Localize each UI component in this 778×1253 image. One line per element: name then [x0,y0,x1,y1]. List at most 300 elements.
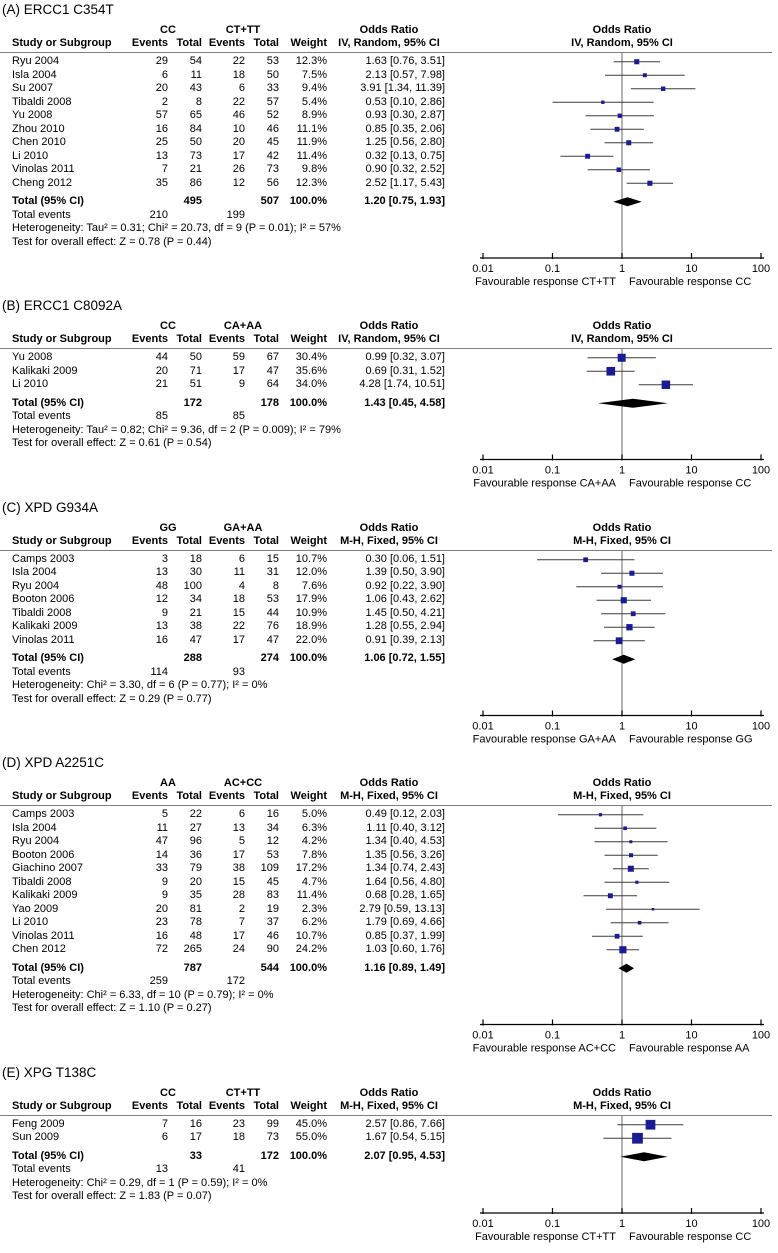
footnote-row [0,989,778,1003]
total2-value: 67 [266,351,279,363]
total1-value: 47 [189,633,202,646]
events1-value: 9 [161,889,168,901]
events2-column-header: Events [208,333,245,345]
events1-value: 3 [161,552,168,565]
or-ci-text: 0.30 [0.06, 1.51] [365,552,445,565]
study-column-header: Study or Subgroup [12,1099,112,1112]
study-column-header: Study or Subgroup [12,333,112,345]
total1-value: 79 [189,862,202,874]
total2-value: 12 [266,835,279,847]
weight-value: 55.0% [295,1131,327,1143]
total2-sum: 178 [260,396,279,409]
or-ci-text: 1.67 [0.54, 5.15] [365,1131,445,1143]
events2-value: 18 [232,68,245,81]
study-name: Yao 2009 [12,902,59,915]
effect-header-table: Odds Ratio [359,320,419,332]
weight-value: 24.2% [295,943,327,955]
total-events2: 199 [226,208,245,221]
panel-title: (E) XPG T138C [2,1064,97,1080]
total1-value: 265 [183,943,202,955]
study-row [0,136,778,150]
group1-header: CC [160,320,176,332]
events1-value: 72 [155,943,168,955]
total2-value: 33 [266,82,279,94]
total2-value: 50 [266,68,279,81]
group2-header: CT+TT [225,1086,261,1099]
total1-column-header: Total [176,790,202,802]
method-header-plot: M-H, Fixed, 95% CI [573,534,671,547]
total2-value: 53 [266,55,279,67]
total1-value: 65 [189,109,202,121]
study-name: Li 2010 [12,149,49,162]
weight-value: 4.7% [301,875,327,888]
events2-value: 17 [232,848,245,861]
overall-effect-text: Test for overall effect: Z = 1.83 (P = 0.07) [12,1190,212,1202]
events1-value: 44 [155,351,168,363]
axis-tick-label: 100 [751,1217,771,1230]
footnote-row [0,679,778,693]
header-rule [0,52,772,53]
or-ci-text: 1.11 [0.40, 3.12] [366,821,445,834]
axis-tick-label: 10 [685,1029,698,1042]
method-header-table: M-H, Fixed, 95% CI [340,790,438,802]
events2-value: 6 [238,82,245,94]
total1-value: 30 [189,566,202,578]
or-ci-text: 4.28 [1.74, 10.51] [359,378,445,390]
study-name: Camps 2003 [12,808,75,820]
study-row [0,109,778,123]
study-row [0,620,778,634]
favours-left-label: Favourable response CT+TT [475,1230,616,1243]
footnote-row [0,693,778,707]
axis-tick-label: 100 [751,464,771,477]
total2-value: 37 [266,916,279,928]
weight-value: 30.4% [295,351,327,363]
or-ci-text: 1.79 [0.69, 4.66] [365,916,445,928]
heterogeneity-text: Heterogeneity: Chi² = 6.33, df = 10 (P = 0.79); I² = 0% [12,988,274,1001]
or-ci-text: 0.93 [0.30, 2.87] [365,109,445,121]
total2-value: 57 [266,95,279,108]
events1-value: 29 [155,55,168,67]
events2-value: 4 [238,579,245,592]
study-row [0,96,778,110]
events1-value: 20 [155,902,168,915]
method-header-table: IV, Random, 95% CI [338,333,440,345]
effect-header-table: Odds Ratio [359,777,419,789]
total-row [0,397,778,411]
effect-header-plot: Odds Ratio [592,1086,652,1099]
total1-value: 38 [189,620,202,632]
or-ci-text: 1.25 [0.56, 2.80] [365,136,445,148]
weight-column-header: Weight [290,37,327,49]
total1-column-header: Total [176,333,202,345]
study-column-header: Study or Subgroup [12,790,112,802]
weight-value: 11.1% [296,122,327,135]
total-row [0,1150,778,1164]
total-events-label: Total events [12,975,71,987]
study-row [0,55,778,69]
heterogeneity-text: Heterogeneity: Tau² = 0.31; Chi² = 20.73, df = 9 (P = 0.01); I² = 57% [12,222,341,234]
total1-column-header: Total [176,37,202,49]
study-name: Su 2007 [12,82,53,94]
events1-value: 48 [155,579,168,592]
study-row [0,889,778,903]
footnote-row [0,1190,778,1204]
total-events-label: Total events [12,208,71,221]
events2-column-header: Events [208,534,245,547]
total1-value: 78 [189,916,202,928]
study-row [0,607,778,621]
total1-value: 50 [189,351,202,363]
footnote-row [0,424,778,438]
study-row [0,378,778,392]
total-events-row [0,410,778,424]
effect-header-table: Odds Ratio [359,521,419,534]
or-ci-text: 0.99 [0.32, 3.07] [365,351,445,363]
axis-tick-label: 0.01 [472,263,494,275]
weight-value: 18.9% [295,620,327,632]
favours-left-label: Favourable response AC+CC [472,1042,616,1055]
events2-value: 17 [232,929,245,942]
events1-value: 57 [155,109,168,121]
total-events2: 93 [232,665,245,678]
total2-value: 34 [266,821,279,834]
events1-value: 21 [155,378,168,390]
study-name: Li 2010 [12,378,49,390]
weight-value: 17.2% [295,862,327,874]
total2-value: 47 [266,633,279,646]
method-header-plot: M-H, Fixed, 95% CI [573,790,671,802]
events2-column-header: Events [208,790,245,802]
forest-panel [0,500,778,748]
or-ci-text: 1.06 [0.43, 2.62] [365,593,445,605]
method-header-plot: M-H, Fixed, 95% CI [573,1099,671,1112]
study-name: Vinolas 2011 [12,633,75,646]
events2-value: 26 [232,163,245,175]
total1-value: 81 [189,902,202,915]
weight-value: 6.3% [301,821,327,834]
total1-column-header: Total [176,1099,202,1112]
weight-value: 12.3% [295,55,327,67]
study-row [0,82,778,96]
axis-tick-label: 100 [751,1029,771,1042]
study-row [0,822,778,836]
or-ci-text: 1.64 [0.56, 4.80] [365,875,445,888]
footnote-row [0,1177,778,1191]
total1-sum: 172 [183,396,202,409]
favours-right-label: Favourable response CC [629,1230,752,1243]
study-row [0,916,778,930]
weight-value: 7.8% [301,848,327,861]
total-events1: 85 [155,410,168,422]
method-header-plot: IV, Random, 95% CI [571,333,673,345]
events1-value: 5 [161,808,168,820]
total2-column-header: Total [253,790,279,802]
events2-value: 59 [232,351,245,363]
weight-value: 10.7% [295,552,327,565]
axis-tick-label: 0.01 [472,1217,494,1230]
axis-tick-label: 0.1 [544,263,561,275]
or-ci-text: 2.57 [0.86, 7.66] [365,1117,445,1130]
total2-value: 83 [266,889,279,901]
axis-tick-label: 1 [618,720,626,732]
or-ci-text: 1.34 [0.74, 2.43] [365,862,445,874]
study-name: Vinolas 2011 [12,163,75,175]
axis-tick-label: 0.1 [544,464,561,477]
total1-value: 73 [189,149,202,162]
total2-value: 73 [266,1131,279,1143]
total1-sum: 33 [189,1149,202,1162]
events1-value: 20 [155,364,168,377]
total-or-ci-text: 1.20 [0.75, 1.93] [364,195,445,207]
weight-value: 10.7% [295,929,327,942]
total1-value: 100 [183,579,202,592]
effect-header-table: Odds Ratio [359,1086,419,1099]
total2-value: 47 [266,364,279,377]
study-row [0,862,778,876]
weight-value: 11.4% [296,149,327,162]
axis-tick-label: 10 [685,263,698,275]
or-ci-text: 1.28 [0.55, 2.94] [365,620,445,632]
total1-value: 84 [189,122,202,135]
study-name: Ryu 2004 [12,55,60,67]
study-row [0,365,778,379]
study-name: Li 2010 [12,916,49,928]
total-events1: 13 [155,1163,168,1175]
study-name: Chen 2012 [12,943,66,955]
events1-value: 9 [161,875,168,888]
total2-value: 44 [266,606,279,619]
study-name: Chen 2010 [12,136,66,148]
header-rule [0,805,772,806]
axis-tick-label: 1 [618,464,626,477]
study-row [0,163,778,177]
study-name: Ryu 2004 [12,835,60,847]
events1-value: 35 [155,176,168,189]
study-name: Booton 2006 [12,593,75,605]
total2-value: 64 [266,378,279,390]
events2-value: 20 [232,136,245,148]
events2-value: 7 [238,916,245,928]
group1-header: CC [160,1086,176,1099]
events2-value: 6 [238,808,245,820]
study-row [0,634,778,648]
events1-value: 16 [155,122,168,135]
total1-value: 34 [189,593,202,605]
favours-right-label: Favourable response AA [629,1042,750,1055]
total2-value: 90 [266,943,279,955]
favours-left-label: Favourable response GA+AA [472,733,616,745]
header-rule [0,348,772,349]
total1-value: 43 [189,82,202,94]
weight-value: 12.3% [295,176,327,189]
effect-header-plot: Odds Ratio [592,521,652,534]
events2-value: 17 [232,149,245,162]
study-name: Camps 2003 [12,552,75,565]
weight-value: 11.9% [296,136,327,148]
total2-sum: 544 [260,961,279,974]
method-header-table: IV, Random, 95% CI [338,37,440,49]
total2-value: 31 [266,566,279,578]
total2-value: 53 [266,593,279,605]
group2-header: CA+AA [223,320,263,332]
total2-sum: 507 [260,195,279,207]
events1-value: 13 [155,566,168,578]
or-ci-text: 0.91 [0.39, 2.13] [365,633,445,646]
events1-value: 7 [161,1117,168,1130]
group2-header: AC+CC [223,777,263,789]
study-name: Zhou 2010 [12,122,65,135]
group1-header: GG [159,521,177,534]
total1-value: 18 [189,552,202,565]
study-name: Feng 2009 [12,1117,65,1130]
study-name: Isla 2004 [12,821,57,834]
study-row [0,849,778,863]
events1-value: 11 [156,821,168,834]
total1-column-header: Total [176,534,202,547]
total1-value: 22 [189,808,202,820]
events2-value: 15 [232,606,245,619]
or-ci-text: 1.35 [0.56, 3.26] [365,848,445,861]
total-events1: 114 [150,665,168,678]
events1-value: 6 [161,68,168,81]
study-name: Cheng 2012 [12,176,72,189]
axis-tick-label: 10 [685,1217,698,1230]
total1-value: 21 [189,606,202,619]
total2-value: 8 [272,579,279,592]
or-ci-text: 2.52 [1.17, 5.43] [365,176,445,189]
weight-value: 11.4% [296,889,327,901]
study-column-header: Study or Subgroup [12,534,112,547]
events1-value: 16 [155,633,168,646]
total-events-label: Total events [12,1163,71,1175]
study-row [0,69,778,83]
study-row [0,1131,778,1145]
header-rule [0,550,772,551]
weight-column-header: Weight [290,534,327,547]
total2-value: 45 [266,875,279,888]
footnote-row [0,1002,778,1016]
total2-value: 19 [266,902,279,915]
or-ci-text: 0.90 [0.32, 2.52] [365,163,445,175]
forest-panel [0,755,778,1057]
study-name: Giachino 2007 [12,862,83,874]
total1-sum: 288 [183,652,202,664]
events2-value: 22 [232,55,245,67]
footnote-row [0,437,778,451]
forest-panel [0,1065,778,1245]
total2-value: 45 [266,136,279,148]
effect-header-plot: Odds Ratio [592,320,652,332]
axis-tick-label: 0.1 [544,1029,561,1042]
axis-tick-label: 0.01 [472,720,494,732]
events1-value: 12 [155,593,168,605]
total-events2: 41 [232,1163,245,1175]
events2-value: 12 [232,176,245,189]
total-events2: 85 [232,410,245,422]
panel-title: (A) ERCC1 C354T [2,2,114,17]
total-weight: 100.0% [289,1149,327,1162]
axis-tick-label: 0.01 [472,464,494,477]
favours-left-label: Favourable response CT+TT [475,276,616,288]
total2-value: 16 [266,808,279,820]
total-events-row [0,1163,778,1177]
or-ci-text: 0.85 [0.35, 2.06] [365,122,445,135]
weight-column-header: Weight [290,333,327,345]
total-label: Total (95% CI) [12,396,84,409]
events2-value: 11 [233,566,245,578]
events1-value: 20 [155,82,168,94]
total-events2: 172 [226,975,245,987]
events1-column-header: Events [131,790,168,802]
favours-right-label: Favourable response CC [629,276,752,288]
weight-value: 9.8% [301,163,327,175]
events1-column-header: Events [131,534,168,547]
study-row [0,903,778,917]
events1-value: 13 [155,149,168,162]
total-or-ci-text: 1.06 [0.72, 1.55] [364,652,445,664]
events1-value: 6 [161,1131,168,1143]
total-row [0,962,778,976]
effect-header-plot: Odds Ratio [592,777,652,789]
events1-value: 13 [155,620,168,632]
or-ci-text: 0.68 [0.28, 1.65] [365,889,445,901]
or-ci-text: 0.69 [0.31, 1.52] [365,364,445,377]
events2-value: 2 [238,902,245,915]
axis-tick-label: 0.1 [544,1217,561,1230]
favours-right-label: Favourable response CC [629,477,752,490]
or-ci-text: 0.49 [0.12, 2.03] [365,808,445,820]
events2-value: 22 [232,620,245,632]
events2-value: 28 [232,889,245,901]
forest-panel [0,298,778,492]
footnote-row [0,222,778,236]
study-name: Tibaldi 2008 [12,95,72,108]
weight-value: 22.0% [295,633,327,646]
or-ci-text: 2.13 [0.57, 7.98] [365,68,445,81]
study-row [0,808,778,822]
total1-value: 50 [189,136,202,148]
effect-header-table: Odds Ratio [359,24,419,36]
weight-column-header: Weight [290,790,327,802]
panel-title: (B) ERCC1 C8092A [2,298,123,313]
overall-effect-text: Test for overall effect: Z = 1.10 (P = 0.27) [12,1002,212,1014]
total1-value: 8 [195,95,202,108]
events2-value: 18 [232,1131,245,1143]
forest-panel [0,2,778,290]
footnote-row [0,236,778,250]
total1-value: 36 [189,848,202,861]
study-name: Yu 2008 [12,109,53,121]
total1-value: 48 [189,929,202,942]
total-label: Total (95% CI) [12,652,84,664]
total2-value: 15 [266,552,279,565]
total2-sum: 274 [260,652,279,664]
weight-value: 17.9% [295,593,327,605]
total-weight: 100.0% [289,195,327,207]
total1-value: 86 [189,176,202,189]
total-or-ci-text: 1.43 [0.45, 4.58] [364,396,445,409]
study-row [0,835,778,849]
total-label: Total (95% CI) [12,1149,84,1162]
total-events-label: Total events [12,410,71,422]
panel-title: (C) XPD G934A [2,499,99,515]
study-name: Ryu 2004 [12,579,60,592]
study-row [0,1118,778,1132]
total1-sum: 495 [183,195,202,207]
total-row [0,195,778,209]
total2-value: 53 [266,848,279,861]
